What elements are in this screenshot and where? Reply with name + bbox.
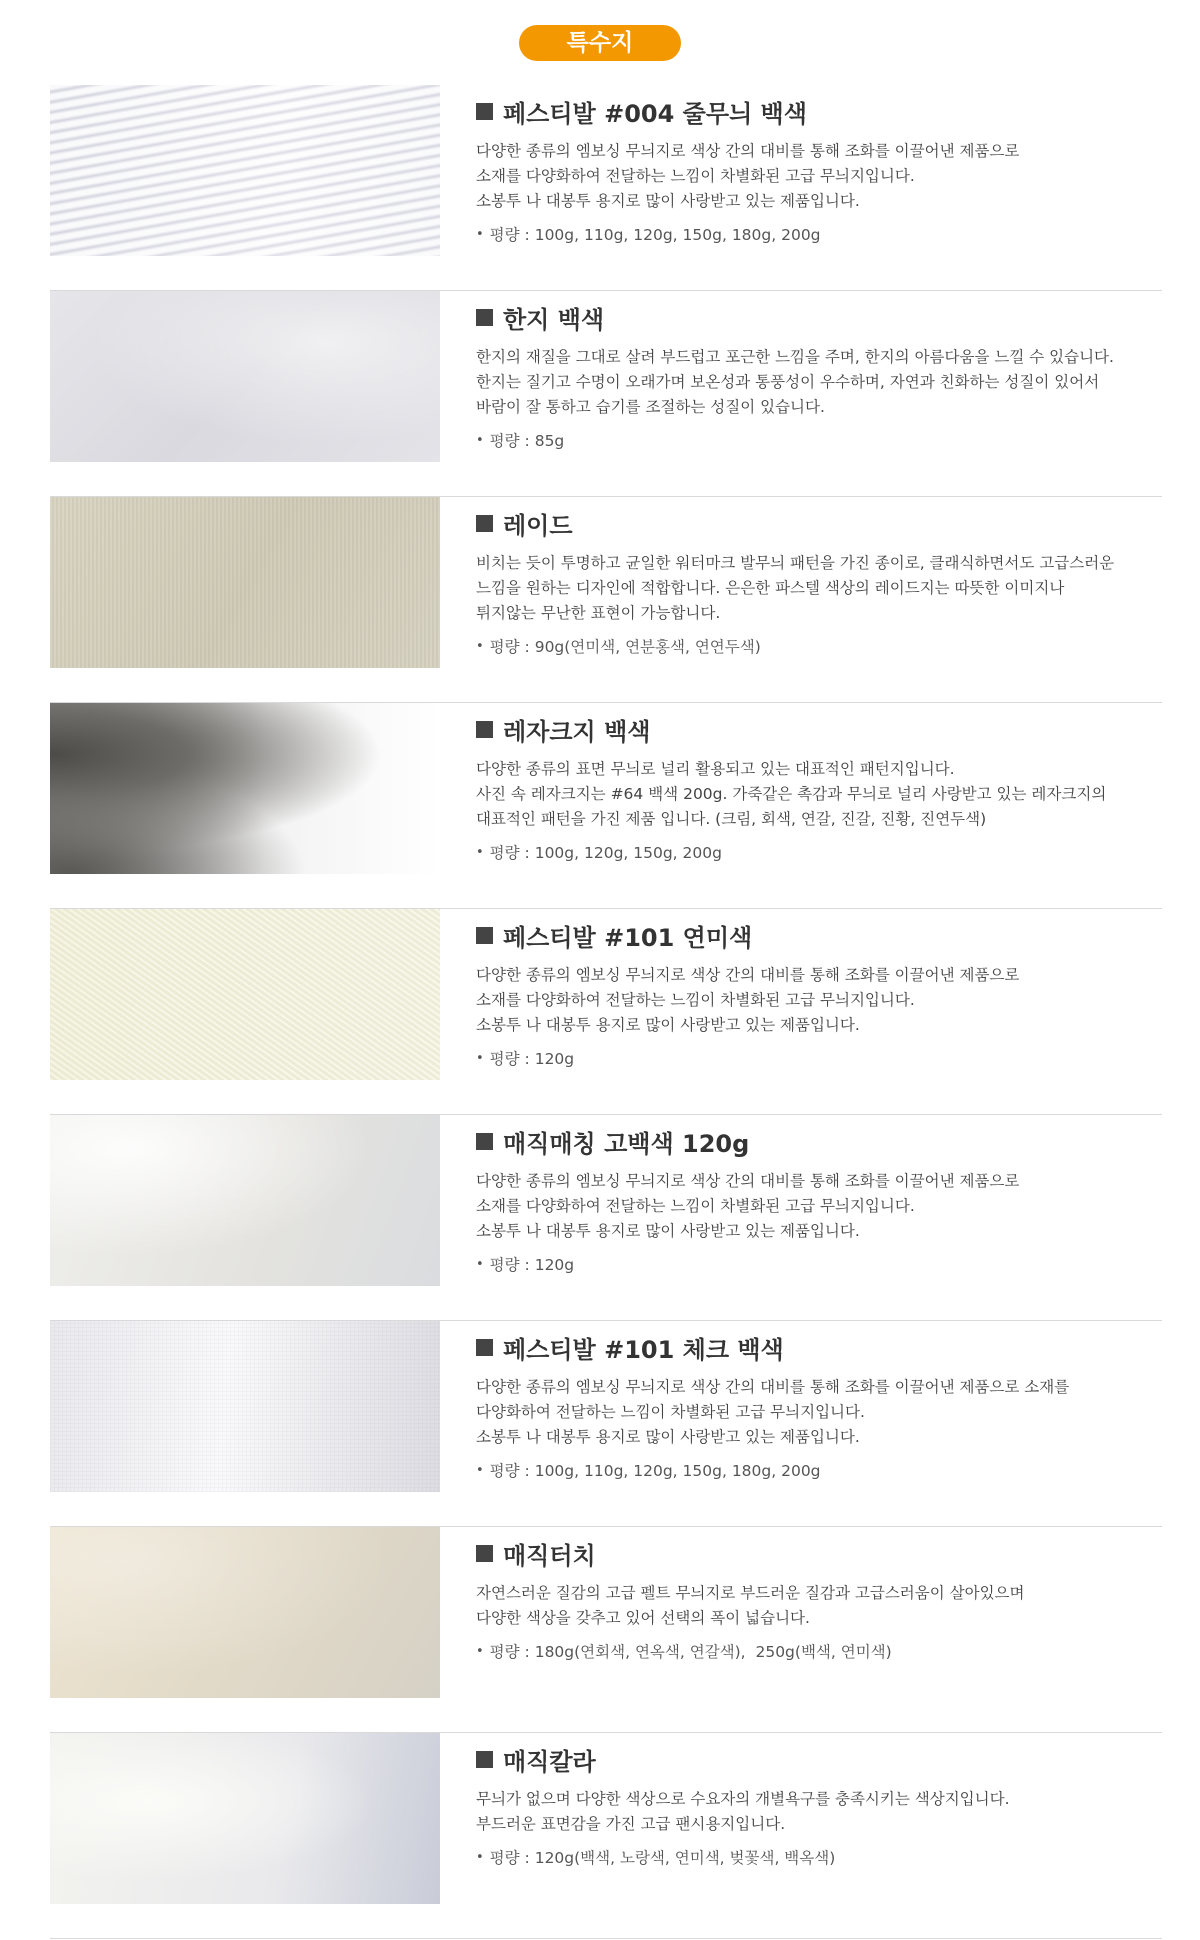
paper-title-text: 한지 백색 xyxy=(503,305,605,334)
weight-value: 180g(연회색, 연옥색, 연갈색), 250g(백색, 연미색) xyxy=(534,1643,892,1661)
paper-item xyxy=(50,291,1162,497)
paper-weight xyxy=(476,635,1166,657)
bullet-icon: • xyxy=(476,1256,484,1272)
paper-title xyxy=(476,1743,1166,1775)
paper-title-text: 레이드 xyxy=(503,511,573,540)
paper-item xyxy=(50,85,1162,291)
paper-description xyxy=(476,757,1166,832)
bullet-icon: • xyxy=(476,226,484,242)
square-bullet-icon xyxy=(476,927,493,944)
paper-info xyxy=(476,713,1166,863)
paper-info xyxy=(476,507,1166,657)
paper-item xyxy=(50,703,1162,909)
paper-description xyxy=(476,1787,1166,1837)
paper-title xyxy=(476,1537,1166,1569)
paper-weight xyxy=(476,841,1166,863)
paper-title xyxy=(476,507,1166,539)
paper-sample-image xyxy=(50,909,440,1080)
paper-description xyxy=(476,1169,1166,1244)
paper-sample-image xyxy=(50,497,440,668)
paper-title-text: 페스티발 #101 체크 백색 xyxy=(503,1335,784,1364)
paper-title xyxy=(476,713,1166,745)
description-line: 바람이 잘 통하고 습기를 조절하는 성질이 있습니다. xyxy=(476,398,825,416)
paper-weight xyxy=(476,1846,1166,1868)
weight-value: 100g, 110g, 120g, 150g, 180g, 200g xyxy=(534,1462,821,1480)
description-line: 다양한 종류의 엠보싱 무늬지로 색상 간의 대비를 통해 조화를 이끌어낸 제품으로 소재를 xyxy=(476,1378,1070,1396)
weight-label: 평량 : xyxy=(489,844,535,862)
weight-label: 평량 : xyxy=(489,638,535,656)
paper-item xyxy=(50,1321,1162,1527)
paper-weight xyxy=(476,1459,1166,1481)
weight-value: 85g xyxy=(534,432,565,450)
paper-title xyxy=(476,301,1166,333)
paper-weight xyxy=(476,429,1166,451)
weight-label: 평량 : xyxy=(489,226,535,244)
paper-sample-image xyxy=(50,85,440,256)
paper-title-text: 레자크지 백색 xyxy=(503,717,651,746)
weight-label: 평량 : xyxy=(489,1256,535,1274)
bullet-icon: • xyxy=(476,638,484,654)
paper-description xyxy=(476,139,1166,214)
description-line: 한지는 질기고 수명이 오래가며 보온성과 통풍성이 우수하며, 자연과 친화하는 성질이 있어서 xyxy=(476,373,1100,391)
paper-sample-image xyxy=(50,1115,440,1286)
description-line: 다양한 종류의 엠보싱 무늬지로 색상 간의 대비를 통해 조화를 이끌어낸 제품으로 xyxy=(476,1172,1020,1190)
paper-sample-image xyxy=(50,291,440,462)
description-line: 다양한 종류의 엠보싱 무늬지로 색상 간의 대비를 통해 조화를 이끌어낸 제품으로 xyxy=(476,142,1020,160)
paper-weight xyxy=(476,1047,1166,1069)
description-line: 자연스러운 질감의 고급 펠트 무늬지로 부드러운 질감과 고급스러움이 살아있으며 xyxy=(476,1584,1025,1602)
paper-description xyxy=(476,1375,1166,1450)
square-bullet-icon xyxy=(476,1545,493,1562)
paper-sample-image xyxy=(50,1321,440,1492)
description-line: 소재를 다양화하여 전달하는 느낌이 차별화된 고급 무늬지입니다. xyxy=(476,1197,915,1215)
weight-value: 100g, 110g, 120g, 150g, 180g, 200g xyxy=(534,226,821,244)
square-bullet-icon xyxy=(476,721,493,738)
square-bullet-icon xyxy=(476,515,493,532)
paper-weight xyxy=(476,1253,1166,1275)
description-line: 다양한 색상을 갖추고 있어 선택의 폭이 넓습니다. xyxy=(476,1609,810,1627)
weight-label: 평량 : xyxy=(489,1849,535,1867)
description-line: 다양한 종류의 표면 무늬로 널리 활용되고 있는 대표적인 패턴지입니다. xyxy=(476,760,955,778)
paper-item xyxy=(50,497,1162,703)
weight-label: 평량 : xyxy=(489,432,535,450)
square-bullet-icon xyxy=(476,309,493,326)
square-bullet-icon xyxy=(476,1133,493,1150)
weight-value: 100g, 120g, 150g, 200g xyxy=(534,844,722,862)
paper-title-text: 매직매칭 고백색 120g xyxy=(503,1129,750,1158)
bullet-icon: • xyxy=(476,844,484,860)
description-line: 튀지않는 무난한 표현이 가능합니다. xyxy=(476,604,721,622)
paper-sample-image xyxy=(50,1527,440,1698)
weight-label: 평량 : xyxy=(489,1462,535,1480)
paper-item xyxy=(50,1733,1162,1939)
description-line: 소재를 다양화하여 전달하는 느낌이 차별화된 고급 무늬지입니다. xyxy=(476,167,915,185)
paper-title-text: 매직터치 xyxy=(503,1541,596,1570)
bullet-icon: • xyxy=(476,1462,484,1478)
paper-item xyxy=(50,1115,1162,1321)
paper-title xyxy=(476,1331,1166,1363)
description-line: 비치는 듯이 투명하고 균일한 워터마크 발무늬 패턴을 가진 종이로, 클래식하면서도 고급스러운 xyxy=(476,554,1115,572)
paper-title xyxy=(476,95,1166,127)
paper-list xyxy=(50,85,1162,1939)
description-line: 다양한 종류의 엠보싱 무늬지로 색상 간의 대비를 통해 조화를 이끌어낸 제품으로 xyxy=(476,966,1020,984)
description-line: 부드러운 표면감을 가진 고급 팬시용지입니다. xyxy=(476,1815,786,1833)
description-line: 소재를 다양화하여 전달하는 느낌이 차별화된 고급 무늬지입니다. xyxy=(476,991,915,1009)
weight-value: 120g xyxy=(534,1256,575,1274)
paper-info xyxy=(476,95,1166,245)
weight-label: 평량 : xyxy=(489,1643,535,1661)
paper-info xyxy=(476,919,1166,1069)
paper-title xyxy=(476,1125,1166,1157)
paper-description xyxy=(476,345,1166,420)
square-bullet-icon xyxy=(476,1751,493,1768)
bullet-icon: • xyxy=(476,1643,484,1659)
paper-info xyxy=(476,1537,1166,1662)
section-header xyxy=(0,25,1200,61)
description-line: 사진 속 레자크지는 #64 백색 200g. 가죽같은 촉감과 무늬로 널리 사랑받고 있는 레자크지의 xyxy=(476,785,1107,803)
paper-info xyxy=(476,1125,1166,1275)
description-line: 무늬가 없으며 다양한 색상으로 수요자의 개별욕구를 충족시키는 색상지입니다. xyxy=(476,1790,1010,1808)
description-line: 느낌을 원하는 디자인에 적합합니다. 은은한 파스텔 색상의 레이드지는 따뜻한 이미지나 xyxy=(476,579,1065,597)
bullet-icon: • xyxy=(476,1050,484,1066)
paper-info xyxy=(476,1331,1166,1481)
paper-item xyxy=(50,1527,1162,1733)
paper-title xyxy=(476,919,1166,951)
category-badge: 특수지 xyxy=(519,25,681,61)
description-line: 소봉투 나 대봉투 용지로 많이 사랑받고 있는 제품입니다. xyxy=(476,192,860,210)
description-line: 소봉투 나 대봉투 용지로 많이 사랑받고 있는 제품입니다. xyxy=(476,1222,860,1240)
paper-item xyxy=(50,909,1162,1115)
weight-value: 90g(연미색, 연분홍색, 연연두색) xyxy=(534,638,761,656)
paper-info xyxy=(476,1743,1166,1868)
paper-weight xyxy=(476,223,1166,245)
paper-title-text: 매직칼라 xyxy=(503,1747,596,1776)
description-line: 소봉투 나 대봉투 용지로 많이 사랑받고 있는 제품입니다. xyxy=(476,1428,860,1446)
description-line: 대표적인 패턴을 가진 제품 입니다. (크림, 회색, 연갈, 진갈, 진황, 진연두색) xyxy=(476,810,987,828)
weight-value: 120g xyxy=(534,1050,575,1068)
description-line: 다양화하여 전달하는 느낌이 차별화된 고급 무늬지입니다. xyxy=(476,1403,865,1421)
square-bullet-icon xyxy=(476,1339,493,1356)
bullet-icon: • xyxy=(476,432,484,448)
weight-label: 평량 : xyxy=(489,1050,535,1068)
description-line: 소봉투 나 대봉투 용지로 많이 사랑받고 있는 제품입니다. xyxy=(476,1016,860,1034)
description-line: 한지의 재질을 그대로 살려 부드럽고 포근한 느낌을 주며, 한지의 아름다움을 느낄 수 있습니다. xyxy=(476,348,1114,366)
paper-description xyxy=(476,1581,1166,1631)
paper-sample-image xyxy=(50,703,440,874)
paper-description xyxy=(476,963,1166,1038)
paper-weight xyxy=(476,1640,1166,1662)
paper-description xyxy=(476,551,1166,626)
paper-info xyxy=(476,301,1166,451)
weight-value: 120g(백색, 노랑색, 연미색, 벚꽃색, 백옥색) xyxy=(534,1849,836,1867)
bullet-icon: • xyxy=(476,1849,484,1865)
square-bullet-icon xyxy=(476,103,493,120)
paper-title-text: 페스티발 #004 줄무늬 백색 xyxy=(503,99,807,128)
paper-title-text: 페스티발 #101 연미색 xyxy=(503,923,753,952)
paper-sample-image xyxy=(50,1733,440,1904)
